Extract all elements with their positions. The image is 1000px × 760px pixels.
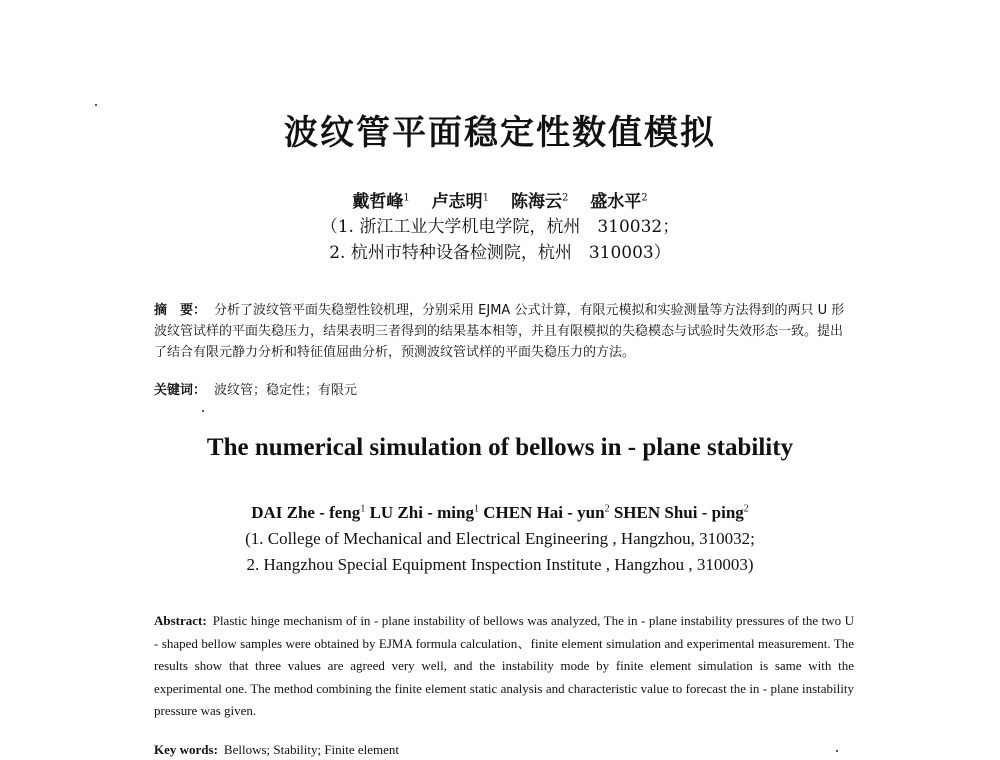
author-2: 卢志明$^1$ [431, 191, 490, 212]
english-title: The numerical simulation of bellows in - plane stability [206, 434, 794, 461]
english-authors [0, 497, 1000, 525]
author-2: LU Zhi - ming$^1$ [369, 502, 479, 522]
author-1: 戴哲峰$^1$ [352, 191, 410, 212]
english-keywords [154, 740, 854, 760]
abstract-label: Abstract: [154, 613, 207, 628]
affiliation-line: 2. Hangzhou Special Equipment Inspection Institute , Hangzhou , 310003) [246, 555, 754, 574]
author-4: SHEN Shui - ping$^2$ [613, 502, 749, 522]
keywords-label: 关键词： [154, 383, 207, 398]
scan-speck [202, 410, 204, 412]
keywords-text: Bellows; Stability; Finite element [223, 742, 400, 757]
english-abstract [154, 610, 854, 723]
affiliation-line: 2. 杭州市特种设备检测院，杭州 310003） [329, 243, 671, 263]
author-3: CHEN Hai - yun$^2$ [483, 502, 610, 522]
chinese-affiliations [0, 214, 1000, 266]
chinese-title: 波纹管平面稳定性数值模拟 [284, 113, 716, 153]
keywords-label: Key words: [154, 742, 218, 757]
author-3: 陈海云$^2$ [510, 191, 569, 212]
author-4: 盛水平$^2$ [590, 191, 648, 212]
keywords-text: 波纹管；稳定性；有限元 [214, 383, 358, 398]
abstract-text: Plastic hinge mechanism of in - plane instability of bellows was analyzed, The in - plane instability pressures of the two U - shaped bellow samples were obtained by EJMA formula calculation、finite element simulation and experimental measurement. The results show that three values are agreed very well, and the instability mode by finite element simulation is same with the experimental one. The method combining the finite element static analysis and characteristic value to forecast the in - plane instability pressure was given. [154, 613, 854, 718]
affiliation-line: (1. College of Mechanical and Electrical Engineering , Hangzhou, 310032; [245, 529, 755, 548]
chinese-keywords [154, 381, 854, 401]
abstract-label: 摘 要： [154, 303, 207, 318]
english-affiliations [0, 526, 1000, 578]
author-1: DAI Zhe - feng$^1$ [251, 502, 366, 522]
affiliation-line: （1. 浙江工业大学机电学院，杭州 310032； [320, 217, 680, 237]
abstract-text: 分析了波纹管平面失稳塑性铰机理，分别采用 EJMA 公式计算，有限元模拟和实验测量等方法得到的两只 U 形波纹管试样的平面失稳压力，结果表明三者得到的结果基本相等，并且有限模拟的失稳模态与试验时失效形态一致。提出了结合有限元静力分析和特征值屈曲分析，预测波纹管试样的平面失稳压力的方法。 [154, 303, 845, 360]
chinese-abstract [154, 300, 854, 363]
scan-speck [95, 104, 97, 106]
chinese-authors [0, 186, 1000, 214]
